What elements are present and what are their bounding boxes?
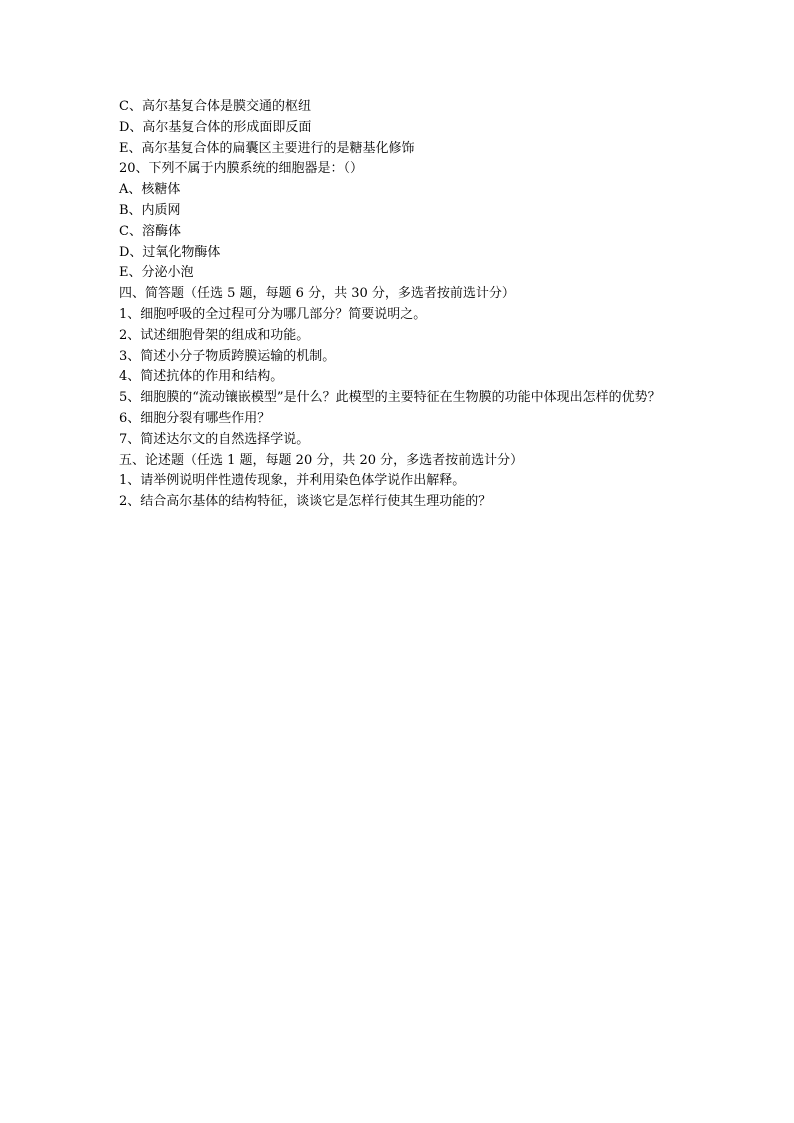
q19-option-d: D、高尔基复合体的形成面即反面: [119, 119, 312, 135]
section4-item-1: 1、细胞呼吸的全过程可分为哪几部分？简要说明之。: [119, 306, 427, 322]
q20-option-b: B、内质网: [119, 202, 181, 218]
section4-heading: 四、简答题（任选 5 题，每题 6 分，共 30 分，多选者按前选计分）: [119, 286, 515, 302]
q20-stem: 20、下列不属于内膜系统的细胞器是：（）: [119, 161, 364, 177]
q19-option-e: E、高尔基复合体的扁囊区主要进行的是糖基化修饰: [119, 140, 415, 156]
section4-item-7: 7、简述达尔文的自然选择学说。: [119, 431, 310, 447]
section4-item-3: 3、简述小分子物质跨膜运输的机制。: [119, 348, 336, 364]
q20-option-c: C、溶酶体: [119, 223, 181, 239]
section5-item-2: 2、结合高尔基体的结构特征，谈谈它是怎样行使其生理功能的？: [119, 494, 492, 510]
q20-option-e: E、分泌小泡: [119, 265, 194, 281]
section4-item-6: 6、细胞分裂有哪些作用？: [119, 410, 271, 426]
section5-item-1: 1、请举例说明伴性遗传现象，并利用染色体学说作出解释。: [119, 473, 466, 489]
section5-heading: 五、论述题（任选 1 题，每题 20 分，共 20 分，多选者按前选计分）: [119, 452, 524, 468]
q20-option-d: D、过氧化物酶体: [119, 244, 221, 260]
section4-item-4: 4、简述抗体的作用和结构。: [119, 369, 284, 385]
q20-option-a: A、核糖体: [119, 182, 181, 198]
section4-item-5: 5、细胞膜的“流动镶嵌模型”是什么？此模型的主要特征在生物膜的功能中体现出怎样的优势？: [119, 390, 661, 406]
document-page: [119, 97, 679, 513]
section4-item-2: 2、试述细胞骨架的组成和功能。: [119, 327, 310, 343]
q19-option-c: C、高尔基复合体是膜交通的枢纽: [119, 99, 311, 114]
